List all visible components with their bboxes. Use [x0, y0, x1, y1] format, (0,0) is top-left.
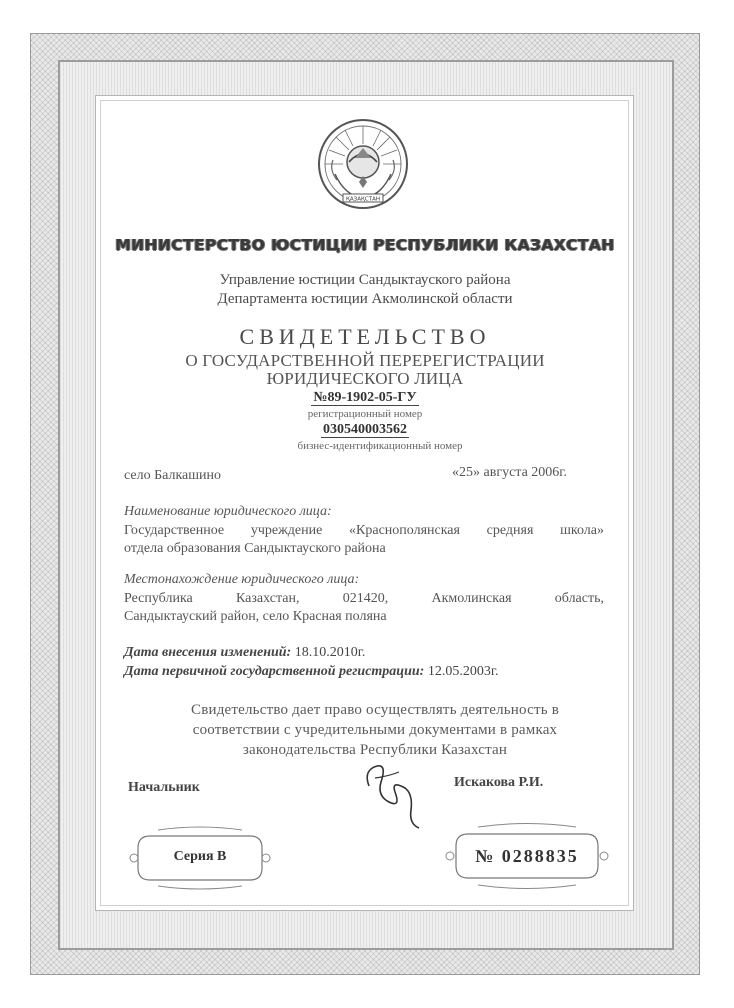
certificate-subtitle-2: ЮРИДИЧЕСКОГО ЛИЦА [266, 369, 464, 388]
bin-caption: бизнес-идентификационный номер [297, 440, 463, 452]
kazakhstan-emblem-icon [315, 118, 411, 214]
issue-date: «25» августа 2006г. [452, 465, 567, 480]
department-line-1: Управление юстиции Сандыктауского района [219, 272, 511, 288]
signature-icon [355, 752, 435, 832]
change-date-value: 18.10.2010г. [294, 645, 366, 660]
name-value-line-1: Государственное учреждение «Краснополянская средняя школа» [124, 523, 604, 538]
rights-statement [140, 700, 610, 760]
signer-name: Искакова Р.И. [454, 775, 544, 790]
first-registration-value: 12.05.2003г. [427, 664, 499, 679]
name-label: Наименование юридического лица: [124, 504, 332, 519]
issue-place: село Балкашино [124, 468, 222, 483]
registration-caption: регистрационный номер [307, 408, 423, 420]
first-registration-line [124, 664, 499, 680]
rights-line-2: соответствии с учредительными документами в рамках [192, 722, 558, 738]
name-value-line-2: отдела образования Сандыктауского района [124, 541, 386, 556]
change-date-label: Дата внесения изменений: [124, 645, 292, 660]
rights-line-3: законодательства Республики Казахстан [242, 742, 508, 758]
change-date-line [124, 645, 365, 661]
chief-label: Начальник [128, 780, 200, 795]
department-line-2: Департамента юстиции Акмолинской области [217, 291, 513, 307]
registration-number [110, 390, 620, 406]
first-registration-label: Дата первичной государственной регистрации: [124, 664, 425, 679]
bin-number [110, 422, 620, 438]
emblem-text: ҚАЗАҚСТАН [346, 196, 380, 203]
bin-value: 030540003562 [323, 422, 407, 437]
certificate-title: СВИДЕТЕЛЬСТВО [239, 324, 491, 349]
location-label: Местонахождение юридического лица: [124, 572, 360, 587]
location-value-line-2: Сандыктауский район, село Красная поляна [124, 609, 387, 624]
series-label: Серия В [173, 849, 227, 864]
rights-line-1: Свидетельство дает право осуществлять деятельность в [190, 702, 559, 718]
certificate-subtitle-1: О ГОСУДАРСТВЕННОЙ ПЕРЕРЕГИСТРАЦИИ [185, 351, 545, 370]
ministry-title: МИНИСТЕРСТВО ЮСТИЦИИ РЕСПУБЛИКИ КАЗАХСТАН [115, 236, 615, 254]
registration-number-value: №89-1902-05-ГУ [313, 390, 417, 405]
form-number: № 0288835 [475, 845, 579, 866]
location-value-line-1: Республика Казахстан, 021420, Акмолинская область, [124, 591, 604, 606]
